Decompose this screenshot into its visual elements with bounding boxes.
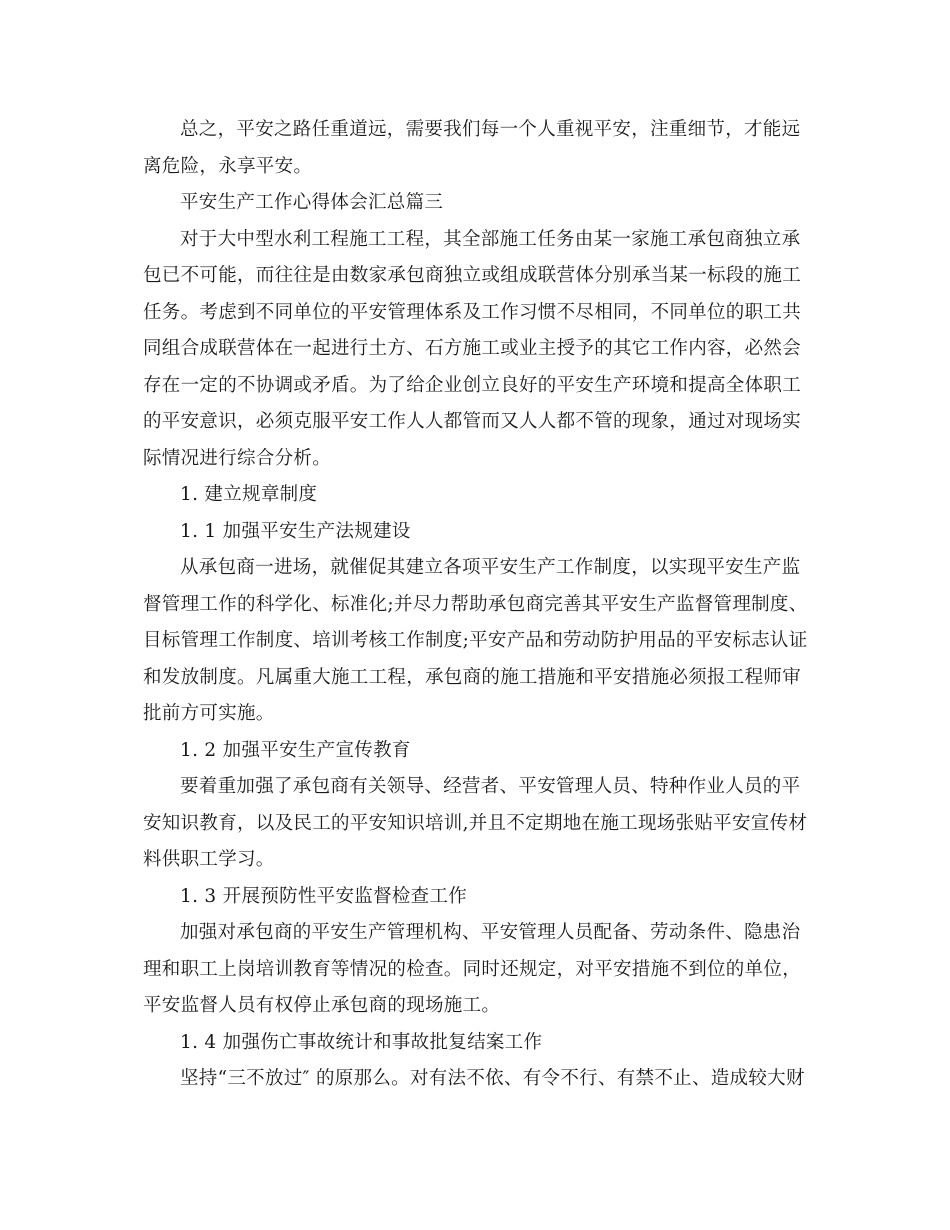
text-line: 加强对承包商的平安生产管理机构、平安管理人员配备、劳动条件、隐患治 xyxy=(180,922,801,943)
text-line: 任务。考虑到不同单位的平安管理体系及工作习惯不尽相同，不同单位的职工共 xyxy=(143,301,802,323)
text-line: 从承包商一进场，就催促其建立各项平安生产工作制度，以实现平安生产监 xyxy=(180,557,801,578)
text-line: 同组合成联营体在一起进行土方、石方施工或业主授予的其它工作内容，必然会 xyxy=(143,338,802,359)
text-line: 总之，平安之路任重道远，需要我们每一个人重视平安，注重细节，才能远 xyxy=(180,119,801,140)
subsection-heading: 1. 3 开展预防性平安监督检查工作 xyxy=(180,885,468,907)
text-line: 坚持“三不放过″ 的原那么。对有法不依、有令不行、有禁不止、造成较大财 xyxy=(180,1068,805,1089)
text-line: 料供职工学习。 xyxy=(143,849,275,870)
text-line: 批前方可实施。 xyxy=(143,703,275,724)
text-line: 安知识教育，以及民工的平安知识培训,并且不定期地在施工现场张贴平安宣传材 xyxy=(143,812,808,834)
document-page xyxy=(143,112,808,1098)
text-line: 存在一定的不协调或矛盾。为了给企业创立良好的平安生产环境和提高全体职工 xyxy=(143,374,802,396)
subsection-heading: 1. 4 加强伤亡事故统计和事故批复结案工作 xyxy=(180,1031,543,1053)
text-line: 理和职工上岗培训教育等情况的检查。同时还规定，对平安措施不到位的单位， xyxy=(143,958,802,980)
text-line: 对于大中型水利工程施工工程，其全部施工任务由某一家施工承包商独立承 xyxy=(180,228,801,250)
text-line: 包已不可能，而往往是由数家承包商独立或组成联营体分别承当某一标段的施工 xyxy=(143,265,802,286)
subsection-heading: 1. 1 加强平安生产法规建设 xyxy=(180,520,411,542)
section-heading: 1. 建立规章制度 xyxy=(180,484,318,505)
text-line: 际情况进行综合分析。 xyxy=(143,447,332,469)
text-line: 目标管理工作制度、培训考核工作制度;平安产品和劳动防护用品的平安标志认证 xyxy=(143,630,808,651)
section-heading: 平安生产工作心得体会汇总篇三 xyxy=(180,192,444,213)
subsection-heading: 1. 2 加强平安生产宣传教育 xyxy=(180,739,411,761)
text-line: 要着重加强了承包商有关领导、经营者、平安管理人员、特种作业人员的平 xyxy=(180,776,801,797)
text-line: 督管理工作的科学化、标准化;并尽力帮助承包商完善其平安生产监督管理制度、 xyxy=(143,593,808,615)
text-line: 和发放制度。凡属重大施工工程，承包商的施工措施和平安措施必须报工程师审 xyxy=(143,666,802,688)
text-line: 平安监督人员有权停止承包商的现场施工。 xyxy=(143,995,501,1016)
text-line: 的平安意识，必须克服平安工作人人都管而又人人都不管的现象，通过对现场实 xyxy=(143,411,802,432)
text-line: 离危险，永享平安。 xyxy=(143,155,313,177)
